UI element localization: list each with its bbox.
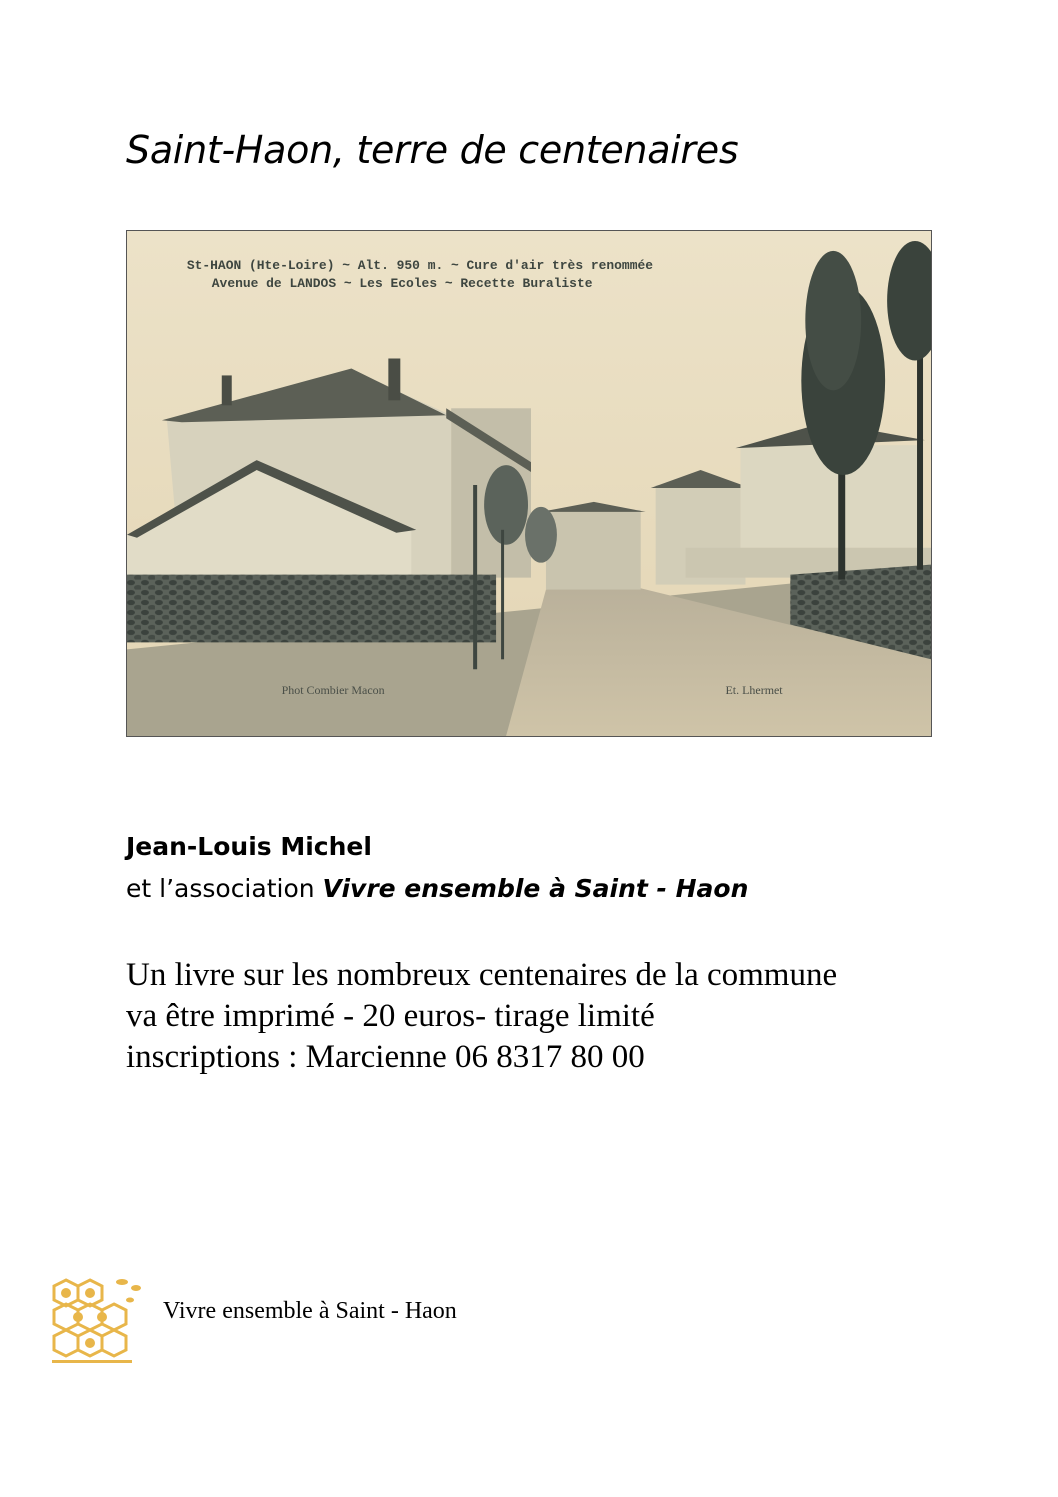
honeycomb-logo-icon [44, 1272, 148, 1368]
announcement-text [126, 955, 986, 1078]
postcard-illustration [127, 231, 931, 736]
announcement-line: va être imprimé - 20 euros- tirage limité [126, 998, 655, 1034]
page-title: Saint-Haon, terre de centenaires [126, 128, 739, 172]
postcard-caption-line1: St-HAON (Hte-Loire) ~ Alt. 950 m. ~ Cure d'air très renommée [186, 257, 654, 273]
postcard-credit-right: Et. Lhermet [725, 683, 783, 698]
association-name: Vivre ensemble à Saint - Haon [322, 874, 749, 903]
association-prefix: et l’association [126, 874, 323, 903]
announcement-line: inscriptions : Marcienne 06 8317 80 00 [126, 1039, 645, 1075]
vintage-postcard-image [126, 230, 932, 737]
postcard-caption-line2: Avenue de LANDOS ~ Les Ecoles ~ Recette Buraliste [211, 275, 593, 291]
footer-association-name: Vivre ensemble à Saint - Haon [163, 1298, 457, 1324]
association-line [126, 874, 748, 903]
announcement-line: Un livre sur les nombreux centenaires de la commune [126, 957, 838, 993]
postcard-credit-left: Phot Combier Macon [281, 683, 385, 698]
author-name: Jean-Louis Michel [126, 832, 372, 861]
